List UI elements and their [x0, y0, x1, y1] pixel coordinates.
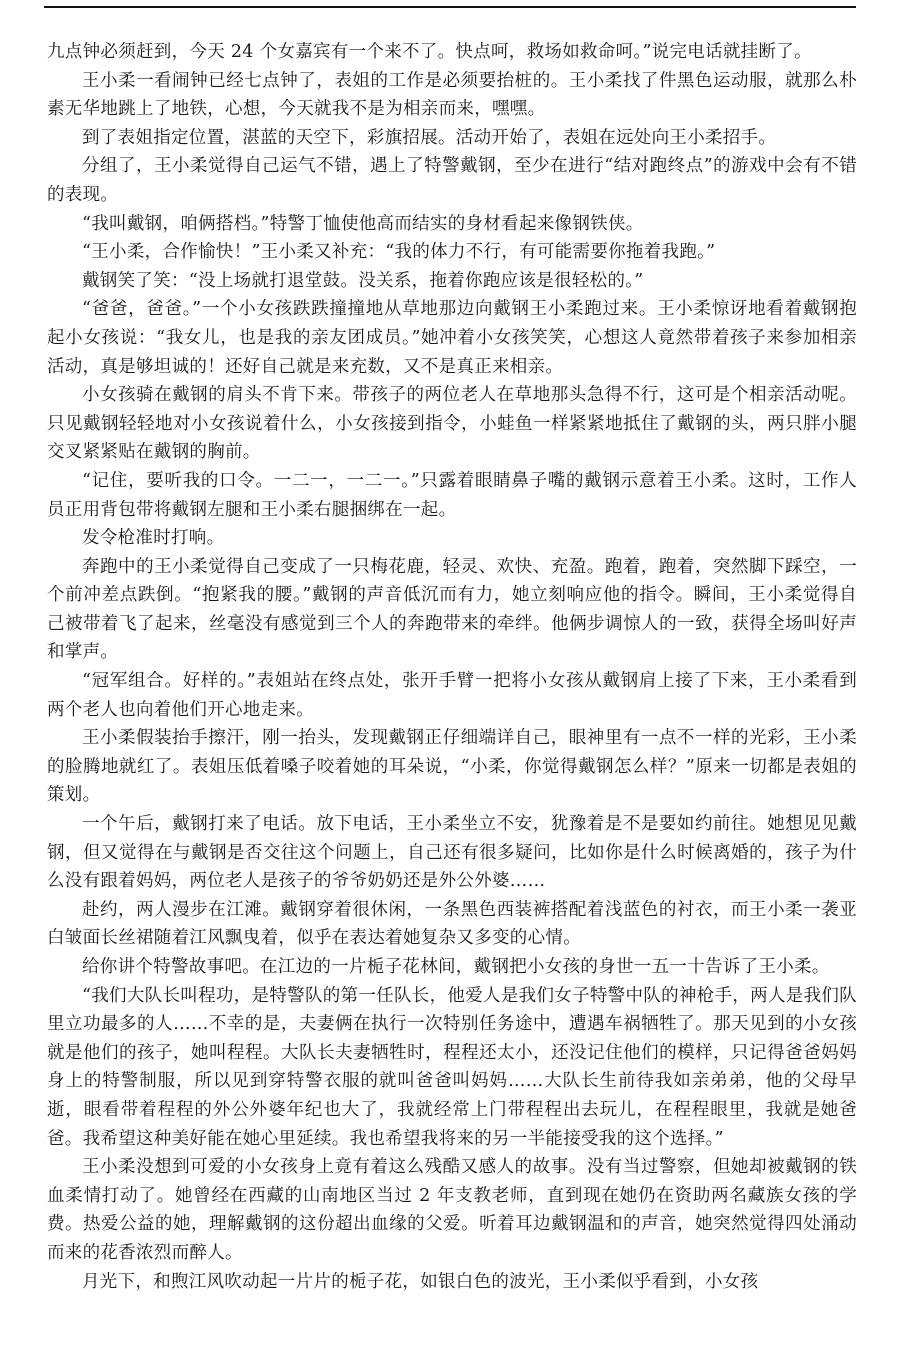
paragraph: 分组了，王小柔觉得自己运气不错，遇上了特警戴钢，至少在进行“结对跑终点”的游戏中会有不错的表现。 — [47, 156, 857, 205]
paragraph: “冠军组合。好样的。”表姐站在终点处，张开手臂一把将小女孩从戴钢肩上接了下来，王小柔看到两个老人也向着他们开心地走来。 — [47, 671, 857, 720]
paragraph: “我叫戴钢，咱俩搭档。”特警丁恤使他高而结实的身材看起来像钢铁侠。 — [82, 213, 644, 234]
paragraph: 王小柔没想到可爱的小女孩身上竟有着这么残酷又感人的故事。没有当过警察，但她却被戴钢的铁血柔情打动了。她曾经在西藏的山南地区当过 2 年支教老师，直到现在她仍在资助两名藏族女孩的学费。热爱公益的她，理解戴钢的这份超出血缘的父爱。听着耳边戴钢温和的声音，她突然觉得四处涌动而来的花香浓烈而醉人。 — [47, 1157, 857, 1263]
paragraph: 月光下，和煦江风吹动起一片片的栀子花，如银白色的波光，王小柔似乎看到，小女孩 — [82, 1271, 759, 1292]
paragraph: 戴钢笑了笑：“没上场就打退堂鼓。没关系，拖着你跑应该是很轻松的。” — [82, 270, 644, 291]
paragraph: 奔跑中的王小柔觉得自己变成了一只梅花鹿，轻灵、欢快、充盈。跑着，跑着，突然脚下踩空，一个前冲差点跌倒。“抱紧我的腰。”戴钢的声音低沉而有力，她立刻响应他的指令。瞬间，王小柔觉得自己被带着飞了起来，丝毫没有感觉到三个人的奔跑带来的牵绊。他俩步调惊人的一致，获得全场叫好声和掌声。 — [47, 556, 857, 663]
document-body — [47, 38, 857, 1296]
paragraph: 赴约，两人漫步在江滩。戴钢穿着很休闲，一条黑色西装裤搭配着浅蓝色的衬衣，而王小柔一袭亚白皱面长丝裙随着江风飘曳着，似乎在表达着她复杂又多变的心情。 — [47, 899, 857, 949]
paragraph: 王小柔一看闹钟已经七点钟了，表姐的工作是必须要抬桩的。王小柔找了件黑色运动服，就那么朴素无华地跳上了地铁，心想，今天就我不是为相亲而来，嘿嘿。 — [47, 70, 857, 120]
paragraph: 一个午后，戴钢打来了电话。放下电话，王小柔坐立不安，犹豫着是不是要如约前往。她想见见戴钢，但又觉得在与戴钢是否交往这个问题上，自己还有很多疑问，比如你是什么时候离婚的，孩子为什么没有跟着妈妈，两位老人是孩子的爷爷奶奶还是外公外婆…… — [47, 814, 857, 892]
paragraph: 九点钟必须赶到，今天 24 个女嘉宾有一个来不了。快点呵，救场如救命呵。”说完电话就挂断了。 — [47, 42, 812, 62]
paragraph: “王小柔，合作愉快！”王小柔又补充：“我的体力不行，有可能需要你拖着我跑。” — [82, 242, 716, 263]
paragraph: “爸爸，爸爸。”一个小女孩跌跌撞撞地从草地那边向戴钢王小柔跑过来。王小柔惊讶地看着戴钢抱起小女孩说：“我女儿，也是我的亲友团成员。”她冲着小女孩笑笑，心想这人竟然带着孩子来参加相亲活动，真是够坦诚的！还好自己就是来充数，又不是真正来相亲。 — [47, 299, 857, 377]
paragraph: 小女孩骑在戴钢的肩头不肯下来。带孩子的两位老人在草地那头急得不行，这可是个相亲活动呢。只见戴钢轻轻地对小女孩说着什么，小女孩接到指令，小蛙鱼一样紧紧地抵住了戴钢的头，两只胖小腿交叉紧紧贴在戴钢的胸前。 — [47, 385, 857, 463]
paragraph: 王小柔假装抬手擦汗，刚一抬头，发现戴钢正仔细端详自己，眼神里有一点不一样的光彩，王小柔的脸腾地就红了。表姐压低着嗓子咬着她的耳朵说，“小柔，你觉得戴钢怎么样？”原来一切都是表姐的策划。 — [47, 728, 857, 806]
paragraph: “记住，要听我的口令。一二一，一二一。”只露着眼睛鼻子嘴的戴钢示意着王小柔。这时，工作人员正用背包带将戴钢左腿和王小柔右腿捆绑在一起。 — [47, 470, 857, 520]
top-rule — [44, 6, 856, 8]
paragraph: 发令枪准时打响。 — [82, 528, 225, 549]
paragraph: “我们大队长叫程功，是特警队的第一任队长，他爱人是我们女子特警中队的神枪手，两人是我们队里立功最多的人……不幸的是，夫妻俩在执行一次特别任务途中，遭遇车祸牺牲了。那天见到的小女孩就是他们的孩子，她叫程程。大队长夫妻牺牲时，程程还太小，还没记住他们的模样，只记得爸爸妈妈身上的特警制服，所以见到穿特警衣服的就叫爸爸叫妈妈……大队长生前待我如亲弟弟，他的父母早逝，眼看带着程程的外公外婆年纪也大了，我就经常上门带程程出去玩儿，在程程眼里，我就是她爸爸。我希望这种美好能在她心里延续。我也希望我将来的另一半能接受我的这个选择。” — [47, 985, 857, 1149]
paragraph: 到了表姐指定位置，湛蓝的天空下，彩旗招展。活动开始了，表姐在远处向王小柔招手。 — [82, 127, 777, 148]
paragraph: 给你讲个特警故事吧。在江边的一片栀子花林间，戴钢把小女孩的身世一五一十告诉了王小柔。 — [82, 957, 830, 977]
